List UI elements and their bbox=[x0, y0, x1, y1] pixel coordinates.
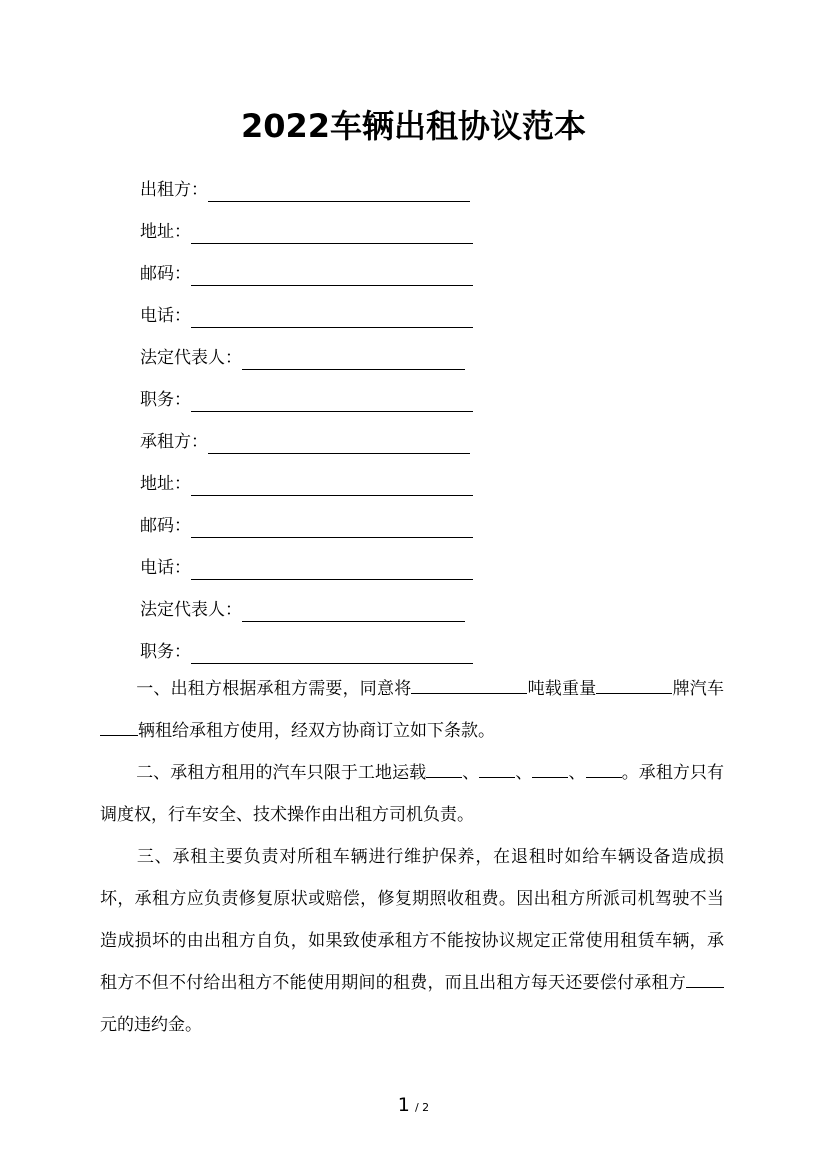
current-page: 1 bbox=[397, 1094, 410, 1116]
fill-in-line bbox=[191, 389, 473, 412]
fill-in-line bbox=[242, 599, 465, 622]
field-label: 法定代表人： bbox=[140, 600, 242, 620]
page-number bbox=[0, 1094, 827, 1116]
lessor-phone-field bbox=[140, 298, 473, 328]
field-label: 电话： bbox=[140, 306, 191, 326]
field-label: 职务： bbox=[140, 390, 191, 410]
field-label: 承租方： bbox=[140, 432, 208, 452]
fill-in-blank bbox=[596, 675, 672, 694]
fill-in-line bbox=[208, 179, 470, 202]
fill-in-line bbox=[191, 221, 473, 244]
lessee-legal-rep-field bbox=[140, 592, 465, 622]
list-separator: 、 bbox=[515, 763, 533, 783]
clause-text: 二、承租方租用的汽车只限于工地运载 bbox=[136, 763, 427, 783]
fill-in-line bbox=[191, 515, 473, 538]
field-label: 出租方： bbox=[140, 180, 208, 200]
clause-text: 三、承租主要负责对所租车辆进行维护保养，在退租时如给车辆设备造成损坏，承租方应负责修复原状或赔偿，修复期照收租费。因出租方所派司机驾驶不当造成损坏的由出租方自负，如果致使承租方不能按协议规定正常使用租赁车辆，承租方不但不付给出租方不能使用期间的租费，而且出租方每天还要偿付承租方 bbox=[100, 847, 724, 993]
lessor-postcode-field bbox=[140, 256, 473, 286]
fill-in-line bbox=[191, 557, 473, 580]
lessor-legal-rep-field bbox=[140, 340, 465, 370]
clause-text: 辆租给承租方使用，经双方协商订立如下条款。 bbox=[138, 721, 495, 741]
lessee-phone-field bbox=[140, 550, 473, 580]
lessor-address-field bbox=[140, 214, 473, 244]
field-label: 邮码： bbox=[140, 516, 191, 536]
document-title: 2022车辆出租协议范本 bbox=[240, 107, 587, 145]
field-label: 职务： bbox=[140, 642, 191, 662]
fill-in-blank bbox=[686, 969, 724, 988]
list-separator: 、 bbox=[462, 763, 480, 783]
clause-1 bbox=[100, 668, 724, 752]
fill-in-blank bbox=[411, 675, 527, 694]
lessor-position-field bbox=[140, 382, 473, 412]
list-separator: 、 bbox=[568, 763, 586, 783]
fill-in-line bbox=[191, 473, 473, 496]
fill-in-line bbox=[242, 347, 465, 370]
clause-text: 牌汽车 bbox=[672, 679, 725, 699]
field-label: 法定代表人： bbox=[140, 348, 242, 368]
total-pages: / 2 bbox=[414, 1101, 430, 1114]
fill-in-line bbox=[191, 263, 473, 286]
fill-in-line bbox=[191, 305, 473, 328]
clause-text: 吨载重量 bbox=[527, 679, 597, 699]
fill-in-blank bbox=[100, 717, 138, 736]
fill-in-blank bbox=[479, 759, 515, 778]
lessee-field bbox=[140, 424, 470, 454]
clause-3 bbox=[100, 836, 724, 1046]
fill-in-line bbox=[208, 431, 470, 454]
fill-in-blank bbox=[426, 759, 462, 778]
field-label: 地址： bbox=[140, 474, 191, 494]
lessee-position-field bbox=[140, 634, 473, 664]
lessor-field bbox=[140, 172, 470, 202]
lessee-address-field bbox=[140, 466, 473, 496]
field-label: 邮码： bbox=[140, 264, 191, 284]
clause-text: 元的违约金。 bbox=[100, 1015, 202, 1035]
clause-2 bbox=[100, 752, 724, 836]
field-label: 电话： bbox=[140, 558, 191, 578]
fill-in-blank bbox=[586, 759, 622, 778]
lessee-postcode-field bbox=[140, 508, 473, 538]
clause-text: 一、出租方根据承租方需要，同意将 bbox=[136, 679, 412, 699]
field-label: 地址： bbox=[140, 222, 191, 242]
clause-text: 。承租方只有调度权，行车安全、技术操作由出租方司机负责。 bbox=[100, 763, 725, 825]
fill-in-blank bbox=[532, 759, 568, 778]
fill-in-line bbox=[191, 641, 473, 664]
